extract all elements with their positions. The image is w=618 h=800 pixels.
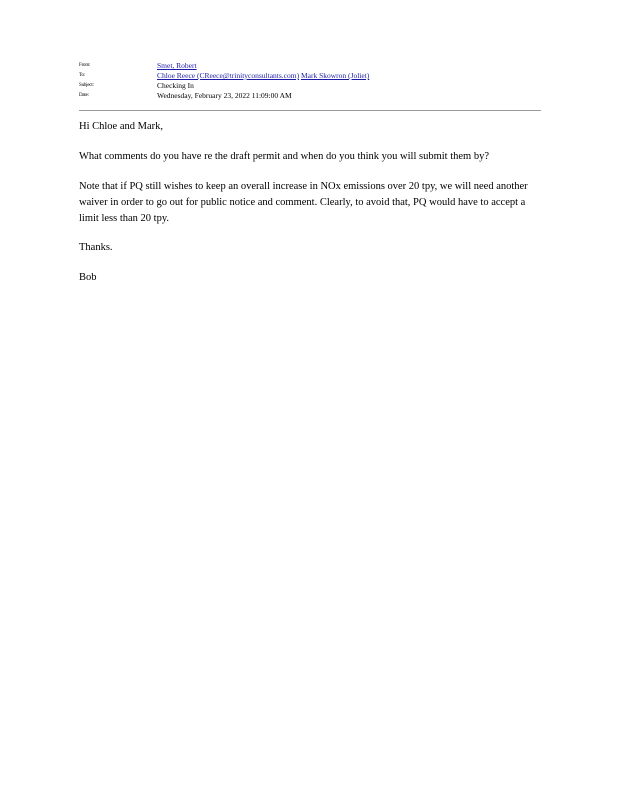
paragraph-comments: What comments do you have re the draft permit and when do you think you will submit them by? <box>79 151 489 162</box>
to-label: To: <box>79 73 85 78</box>
header-divider <box>79 110 541 111</box>
subject-label: Subject: <box>79 83 94 88</box>
recipient-link-chloe[interactable]: Chloe Reece (CReece@trinityconsultants.com) <box>157 71 300 80</box>
email-header <box>79 61 541 101</box>
signature: Bob <box>79 272 97 283</box>
subject-value: Checking In <box>157 81 194 90</box>
from-row <box>79 61 541 71</box>
recipient-link-mark[interactable]: Mark Skowron (Joliet) <box>300 71 370 80</box>
subject-row <box>79 81 541 91</box>
to-recipients <box>157 71 369 81</box>
to-row <box>79 71 541 81</box>
date-row <box>79 91 541 101</box>
from-label: From: <box>79 63 91 68</box>
paragraph-waiver: Note that if PQ still wishes to keep an overall increase in NOx emissions over 20 tpy, we will need another waiver in order to go out for public notice and comment. Clearly, to avoid that, PQ would have to accept a limit less than 20 tpy. <box>79 181 528 224</box>
date-value: Wednesday, February 23, 2022 11:09:00 AM <box>157 91 292 100</box>
date-label: Date: <box>79 93 89 98</box>
from-link[interactable]: Smet, Robert <box>157 61 197 70</box>
greeting: Hi Chloe and Mark, <box>79 121 163 132</box>
thanks-line: Thanks. <box>79 242 113 253</box>
